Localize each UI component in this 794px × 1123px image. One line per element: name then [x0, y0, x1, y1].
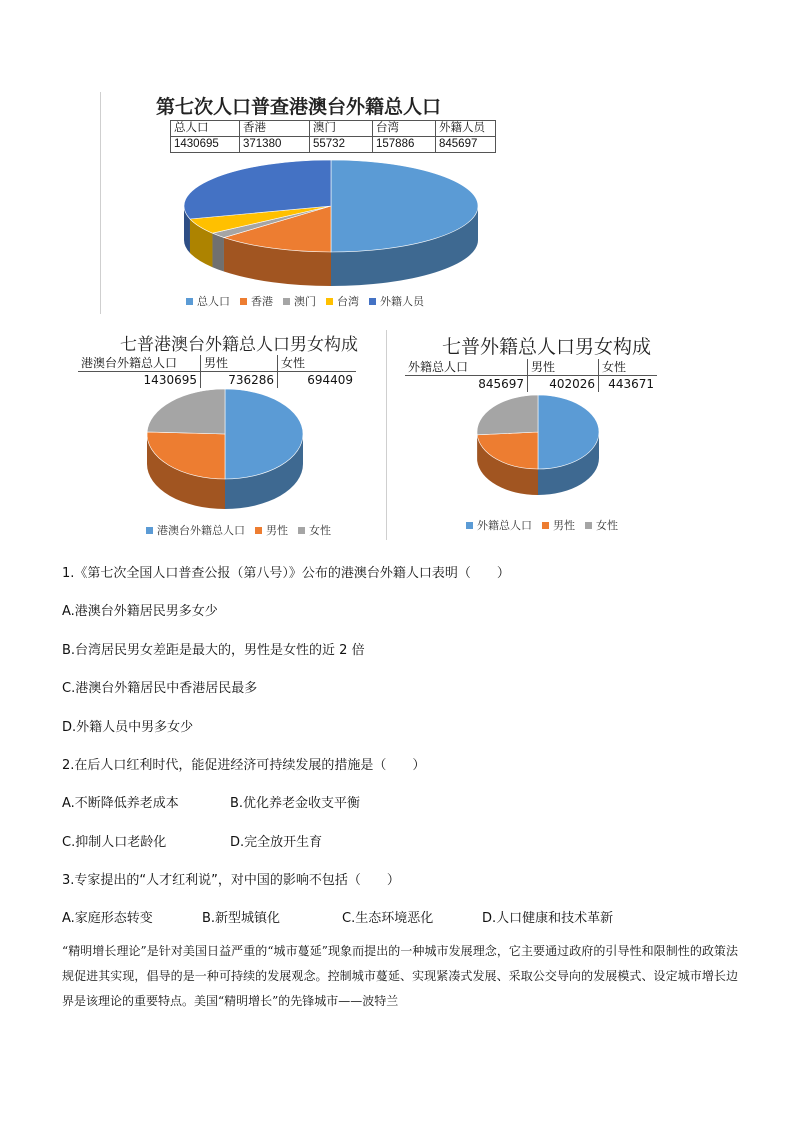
chart3-legend: [466, 517, 618, 533]
question-2-option-d: D.完全放开生育: [230, 835, 323, 850]
legend-label: 总人口: [197, 295, 230, 308]
legend-label: 女性: [309, 524, 331, 537]
chart1-legend: [186, 293, 424, 309]
reading-passage: “精明增长理论”是针对美国日益严重的“城市蔓延”现象而提出的一种城市发展理念，它主要通过政府的引导性和限制性的政策法规促进其实现，倡导的是一种可持续的发展观念。控制城市蔓延、实现紧凑式发展、采取公交导向的发展模式、设定城市增长边界是该理论的重要特点。美国“精明增长”的先锋城市——波特兰: [62, 944, 738, 1008]
legend-swatch: [466, 522, 473, 529]
chart2-pie: [142, 384, 312, 514]
legend-swatch: [186, 298, 193, 305]
table-cell: 845697: [436, 137, 496, 153]
pie-slice-side: [212, 233, 224, 271]
table-cell: 外籍总人口: [408, 360, 469, 374]
chart3-table-value-row: [405, 376, 657, 393]
legend-item: [326, 293, 359, 309]
table-cell: 845697: [405, 376, 528, 393]
question-2-option-b: B.优化养老金收支平衡: [230, 796, 361, 811]
chart1-table-value-row: [171, 137, 496, 153]
legend-swatch: [283, 298, 290, 305]
legend-item: [283, 293, 316, 309]
legend-item: [542, 517, 575, 533]
chart2-table-header-row: [78, 355, 356, 372]
legend-label: 男性: [266, 524, 288, 537]
chart3-title: 七普外籍总人口男女构成: [442, 336, 652, 358]
table-cell: 157886: [373, 137, 436, 153]
table-cell: 台湾: [373, 121, 436, 137]
question-2-option-a: A.不断降低养老成本: [62, 796, 179, 811]
table-cell: 男性: [528, 359, 599, 376]
table-cell: 371380: [240, 137, 310, 153]
table-cell: 694409: [278, 372, 357, 389]
table-cell: 总人口: [171, 121, 240, 137]
chart1-left-border: [100, 92, 101, 314]
legend-label: 外籍人员: [380, 295, 424, 308]
legend-item: [186, 293, 230, 309]
table-cell: 1430695: [78, 372, 201, 389]
question-1-stem: 1.《第七次全国人口普查公报（第八号）》公布的港澳台外籍人口表明（ ）: [62, 566, 510, 581]
legend-swatch: [298, 527, 305, 534]
table-cell: 港澳台外籍总人口: [81, 356, 178, 370]
legend-label: 男性: [553, 519, 575, 532]
table-cell: 55732: [310, 137, 373, 153]
question-3-stem: 3.专家提出的“人才红利说”，对中国的影响不包括（ ）: [62, 873, 400, 888]
legend-item: [585, 517, 618, 533]
legend-item: [255, 522, 288, 538]
chart3-data-table: [405, 359, 657, 392]
chart-separator: [386, 330, 387, 540]
table-cell: 443671: [599, 376, 658, 393]
chart1-pie: [176, 156, 496, 306]
question-1-option-d: D.外籍人员中男多女少: [62, 720, 194, 735]
chart1-title: 第七次人口普查港澳台外籍总人口: [156, 96, 442, 118]
legend-item: [298, 522, 331, 538]
legend-label: 台湾: [337, 295, 359, 308]
question-3-option-c: C.生态环境恶化: [342, 911, 434, 926]
legend-swatch: [240, 298, 247, 305]
legend-swatch: [542, 522, 549, 529]
chart3-table-header-row: [405, 359, 657, 376]
table-cell: 男性: [201, 355, 278, 372]
table-cell: 736286: [201, 372, 278, 389]
table-cell: 1430695: [171, 137, 240, 153]
question-2-stem: 2.在后人口红利时代，能促进经济可持续发展的措施是（ ）: [62, 758, 426, 773]
legend-swatch: [255, 527, 262, 534]
legend-label: 外籍总人口: [477, 519, 532, 532]
legend-swatch: [326, 298, 333, 305]
chart2-legend: [146, 522, 331, 538]
legend-label: 港澳台外籍总人口: [157, 524, 245, 537]
legend-item: [240, 293, 273, 309]
chart1-data-table: [170, 120, 496, 153]
table-cell: 女性: [278, 355, 357, 372]
pie-slice-3: [147, 389, 225, 434]
legend-label: 女性: [596, 519, 618, 532]
legend-item: [369, 293, 424, 309]
question-3-option-b: B.新型城镇化: [202, 911, 281, 926]
table-cell: 澳门: [310, 121, 373, 137]
pie-slice-3: [477, 395, 538, 435]
chart2-title: 七普港澳台外籍总人口男女构成: [120, 335, 358, 355]
legend-label: 香港: [251, 295, 273, 308]
table-cell: 402026: [528, 376, 599, 393]
table-cell: 香港: [240, 121, 310, 137]
legend-swatch: [585, 522, 592, 529]
chart1-table-header-row: [171, 121, 496, 137]
table-cell: 外籍人员: [436, 121, 496, 137]
legend-swatch: [146, 527, 153, 534]
question-1-option-b: B.台湾居民男女差距是最大的，男性是女性的近 2 倍: [62, 643, 365, 658]
legend-item: [146, 522, 245, 538]
question-1-option-c: C.港澳台外籍居民中香港居民最多: [62, 681, 258, 696]
table-cell: 女性: [599, 359, 658, 376]
chart3-pie: [470, 392, 610, 502]
question-3-option-a: A.家庭形态转变: [62, 911, 153, 926]
legend-item: [466, 517, 532, 533]
question-2-option-c: C.抑制人口老龄化: [62, 835, 167, 850]
question-3-option-d: D.人口健康和技术革新: [482, 911, 614, 926]
legend-label: 澳门: [294, 295, 316, 308]
question-1-option-a: A.港澳台外籍居民男多女少: [62, 604, 218, 619]
legend-swatch: [369, 298, 376, 305]
